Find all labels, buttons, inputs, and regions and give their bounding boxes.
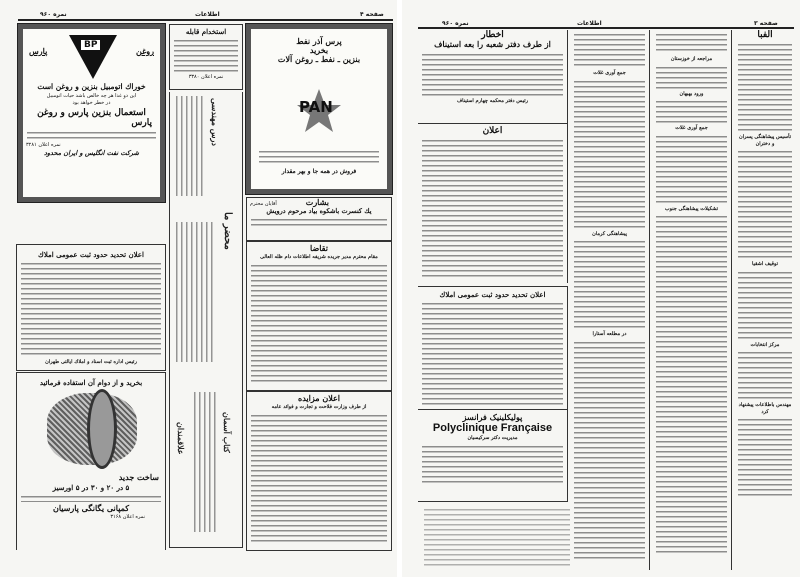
body-text: [192, 392, 218, 532]
article-title: تقاضا: [310, 243, 328, 253]
article-heading: جمع آوری غلات: [675, 125, 708, 131]
ad-tagline: فروش در همه جا و بهر مقدار: [281, 168, 357, 175]
body-text: [422, 138, 563, 278]
article-heading: ورود بهبهان: [679, 90, 704, 97]
auction-notice: [246, 391, 392, 551]
body-text: [259, 149, 379, 163]
tire-illustration-area: [17, 387, 165, 469]
column-title: الفبا: [757, 30, 773, 40]
notice-title: اعلان تحدید حدود ثبت عمومی املاك: [38, 250, 144, 259]
bp-logo-text: BP: [80, 39, 101, 51]
pan-logo: PAN: [299, 98, 333, 116]
tire-advert: [16, 372, 166, 550]
ad-reference: نمره اعلان ۳۲۸۱: [26, 142, 61, 149]
body-text: [174, 96, 206, 196]
column-3: [652, 30, 732, 570]
signature: رئیس دفتر محکمه چهارم استیناف: [456, 97, 528, 104]
ad-line: بنزین ـ نفط ـ روغن آلات: [277, 54, 361, 65]
notice-title: استخدام قابله: [185, 27, 227, 36]
body-text: [27, 130, 156, 140]
page-number: صفحه ۳: [754, 20, 778, 27]
article-heading: تأسیس پیشاهنگی پسران و دختران: [738, 134, 792, 147]
page-number: نمره ۹۶۰: [40, 11, 67, 18]
polyclinic-advert: [418, 410, 568, 502]
masthead: اطلاعات: [195, 11, 220, 18]
article-heading: مهندس باطلاعات پیشنهاد کرد: [738, 402, 792, 415]
bp-big-text: پارس: [131, 117, 152, 128]
concert-notice: [246, 197, 392, 241]
notice-headline: یك کنسرت باشکوه بیاد مرحوم درویش: [266, 206, 372, 215]
company-name: شرکت نفت انگلیس و ایران محدود: [44, 148, 139, 157]
salutation: آقایان محترم: [250, 201, 277, 207]
masthead: اطلاعات: [577, 20, 602, 27]
article-heading: مراجعه از خوزستان: [670, 56, 713, 62]
bp-big-text: استعمال بنزین پارس و روغن: [37, 107, 146, 118]
body-text: [251, 263, 387, 385]
article-heading: در مطلعه آستارا: [592, 331, 627, 337]
ad-reference: نمره اعلان ۳۱۶۸: [110, 514, 145, 521]
top-rule: [18, 19, 393, 21]
body-text: [422, 444, 563, 486]
notice-subtitle: از طرف وزارت فلاحت و تجارت و فوائد عامه: [271, 404, 367, 411]
article-heading: توقیف اشقیا: [752, 261, 778, 268]
vertical-ad-title: علاقمندان: [176, 422, 186, 455]
ad-line: بخرید: [309, 45, 329, 56]
left-page: [0, 0, 397, 577]
body-text: [174, 38, 238, 72]
bp-advert: [18, 24, 165, 202]
body-text: [422, 301, 563, 405]
bp-line: این دو غذا هر چه خالص باشد حیات اتومبیل: [46, 92, 137, 99]
vertical-ad-title: محضر ما: [222, 212, 233, 250]
article-heading: تشکیلات پیشاهنگی جنوب: [664, 205, 719, 212]
vertical-ad-title: کتاب آسمان: [222, 412, 232, 453]
ad-subheadline: ساخت جدید: [118, 472, 159, 483]
ad-line: پرس آذر نفط: [296, 36, 342, 46]
announcement: [418, 123, 568, 283]
notice-title: بشارت: [305, 197, 329, 207]
notice-title: اعلان تحدید حدود ثبت عمومی املاك: [439, 290, 546, 299]
ad-headline: بخرید و از دوام آن استفاده فرمائید: [39, 378, 143, 387]
bp-logo-area: [23, 29, 160, 83]
bp-word-roghan: روغن: [136, 46, 154, 56]
right-page: [402, 0, 800, 577]
tire-sizes: ۵ در ۲۰ و ۳۰ در ۵ اورسیز: [52, 483, 130, 493]
tire-illustration: [87, 389, 117, 469]
director: مدیریت دکتر سرکیسیان: [467, 435, 518, 442]
vertical-ad-title: درس مهندسی: [210, 98, 220, 146]
signature: رئیس اداره ثبت اسناد و املاك ایالتی طهران: [45, 359, 137, 366]
article-heading: پیشاهنگی کرمان: [592, 230, 627, 237]
issue-number: نمره ۹۶۰: [442, 20, 469, 27]
top-rule: [418, 27, 794, 29]
bp-word-pars: پارس: [29, 46, 48, 56]
body-text: [21, 494, 161, 502]
article-subtitle: مقام محترم مدیر جریده شریفه اطلاعات دام ظله العالی: [260, 254, 378, 261]
notice-title: اعلان مزایده: [298, 393, 340, 403]
body-text: [251, 217, 387, 227]
column-4: [734, 30, 796, 570]
notice-title: اخطار: [481, 30, 504, 40]
body-text: [422, 52, 563, 96]
bp-line: در خطر خواهد بود: [72, 100, 111, 107]
pars-azar-advert: [246, 24, 392, 194]
company-name: کمپانی یگانگی پارسیان: [52, 503, 130, 514]
bp-headline: خوراك اتومبیل بنزین و روغن است: [37, 82, 146, 91]
land-registry-notice: [418, 286, 568, 410]
request-letter: [246, 241, 392, 391]
midwife-notice: [169, 24, 243, 90]
ad-reference: نمره اعلان ۳۳۸۰: [188, 74, 224, 81]
article-heading: مرکز انتخابات: [750, 341, 780, 348]
polyclinic-name-french: Polyclinique Française: [432, 422, 553, 435]
land-registry-notice: [16, 244, 166, 371]
polyclinic-name-persian: پولیکلینیک فرانسز: [462, 412, 523, 422]
body-text: [251, 413, 387, 543]
warning-notice: [418, 30, 568, 123]
column-2: [570, 30, 650, 570]
body-text: [174, 222, 214, 362]
vertical-ads: [169, 92, 243, 548]
body-text: [21, 261, 161, 357]
notice-title: اعلان: [482, 126, 503, 136]
body-text: [424, 507, 570, 567]
article-heading: جمع آوری غلات: [593, 70, 626, 76]
issue-number: صفحه ۴: [360, 11, 384, 18]
notice-subtitle: از طرف دفتر شعبه را بعه استیناف: [434, 39, 551, 50]
